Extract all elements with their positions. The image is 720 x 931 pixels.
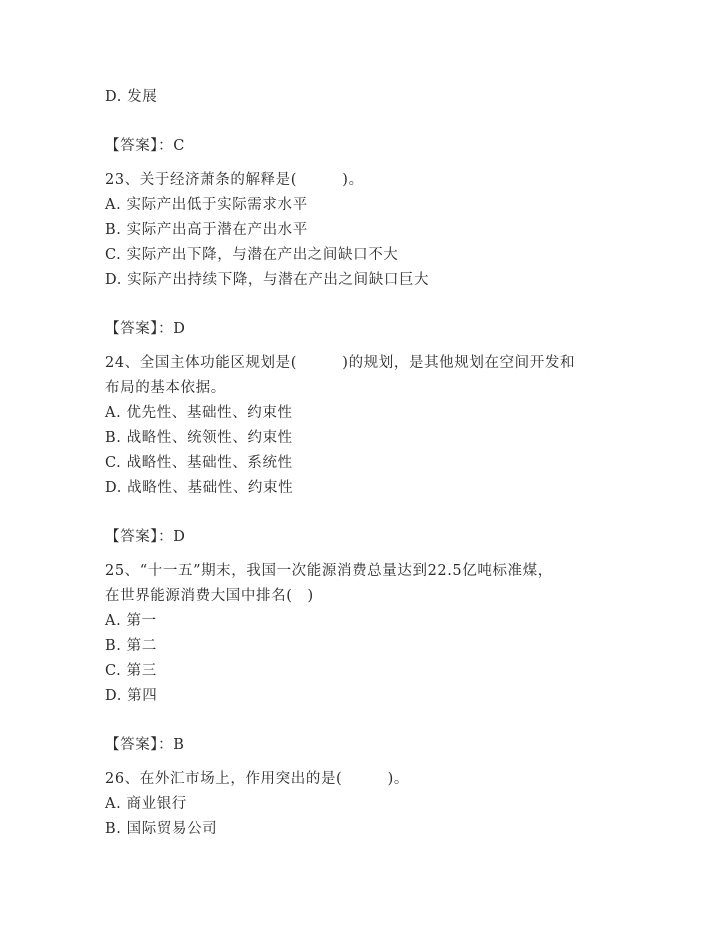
q25-option-b: B. 第二 [105, 638, 157, 654]
q24-answer: 【答案】：D [105, 529, 186, 545]
q24-option-b: B. 战略性、统领性、约束性 [105, 430, 293, 446]
q23-option-b: B. 实际产出高于潜在产出水平 [105, 222, 308, 238]
q22-option-d: D. 发展 [105, 89, 158, 105]
q25-option-c: C. 第三 [105, 663, 157, 679]
q24-question-line1: 24、全国主体功能区规划是( )的规划，是其他规划在空间开发和 [105, 355, 576, 371]
q24-option-a: A. 优先性、基础性、约束性 [105, 405, 293, 421]
q25-option-d: D. 第四 [105, 688, 158, 704]
q23-option-c: C. 实际产出下降，与潜在产出之间缺口不大 [105, 247, 399, 263]
q26-option-b: B. 国际贸易公司 [105, 821, 218, 837]
q24-option-c: C. 战略性、基础性、系统性 [105, 455, 293, 471]
q26-option-a: A. 商业银行 [105, 796, 187, 812]
q26-question: 26、在外汇市场上，作用突出的是( )。 [105, 771, 409, 787]
q25-question-line2: 在世界能源消费大国中排名( ) [105, 588, 314, 604]
q25-answer: 【答案】：B [105, 737, 185, 753]
q23-question: 23、关于经济萧条的解释是( )。 [105, 172, 364, 188]
q23-answer: 【答案】：D [105, 321, 186, 337]
q22-answer: 【答案】：C [105, 138, 185, 154]
q25-question-line1: 25、“十一五”期末，我国一次能源消费总量达到22.5亿吨标准煤， [105, 563, 553, 579]
q24-option-d: D. 战略性、基础性、约束性 [105, 480, 294, 496]
q23-option-a: A. 实际产出低于实际需求水平 [105, 197, 308, 213]
q23-option-d: D. 实际产出持续下降，与潜在产出之间缺口巨大 [105, 272, 430, 288]
q25-option-a: A. 第一 [105, 613, 157, 629]
q24-question-line2: 布局的基本依据。 [105, 380, 226, 396]
